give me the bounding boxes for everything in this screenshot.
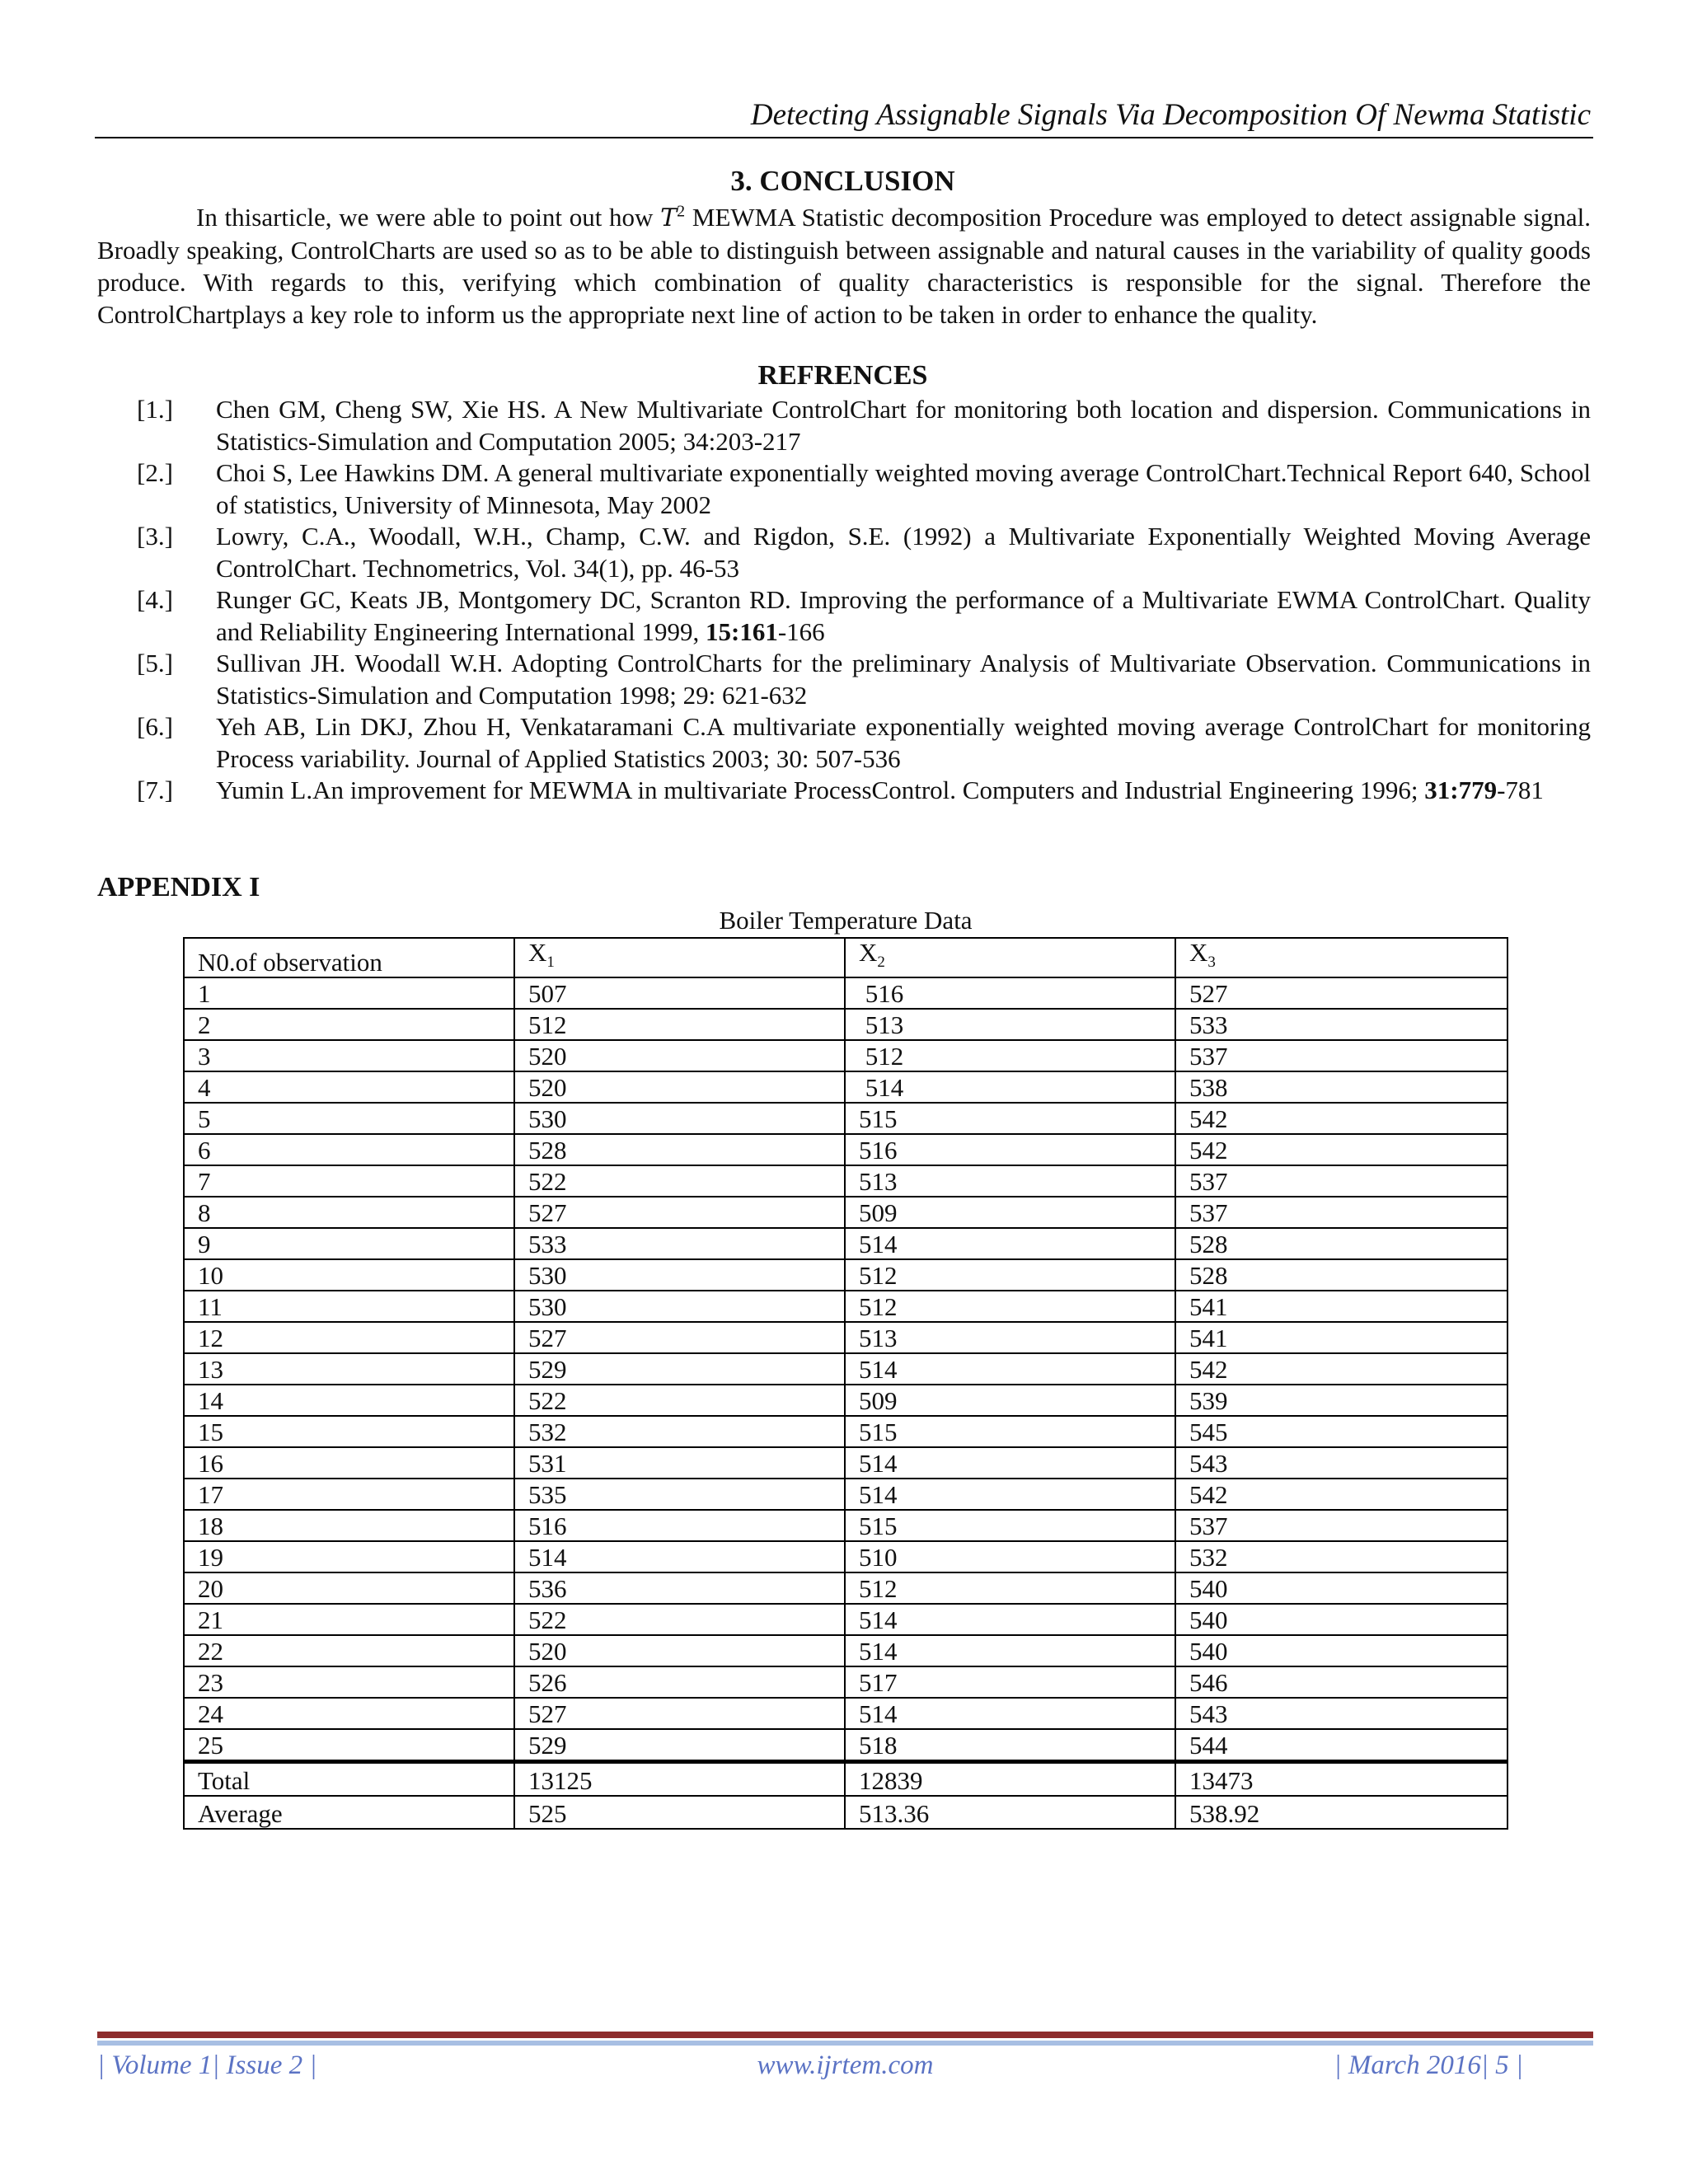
table-cell: 513 bbox=[845, 1165, 1175, 1197]
table-cell: 513 bbox=[845, 1322, 1175, 1353]
table-cell: 17 bbox=[184, 1479, 514, 1510]
table-cell: 545 bbox=[1175, 1416, 1507, 1447]
table-cell: 536 bbox=[514, 1572, 845, 1604]
table-cell: 530 bbox=[514, 1291, 845, 1322]
table-cell: 18 bbox=[184, 1510, 514, 1541]
table-cell: 21 bbox=[184, 1604, 514, 1635]
table-cell: 539 bbox=[1175, 1385, 1507, 1416]
table-cell: 541 bbox=[1175, 1291, 1507, 1322]
footer-rule-red bbox=[97, 2032, 1593, 2038]
table-row bbox=[184, 1698, 1507, 1729]
table-cell: Average bbox=[184, 1796, 514, 1829]
table-header-row bbox=[184, 938, 1507, 977]
column-header-label: X bbox=[1189, 938, 1208, 967]
table-cell: 22 bbox=[184, 1635, 514, 1666]
table-cell: 538 bbox=[1175, 1071, 1507, 1103]
reference-text-part: Yumin L.An improvement for MEWMA in multivariate ProcessControl. Computers and Industrial Engineering 1996; bbox=[216, 776, 1425, 804]
reference-number: [3.] bbox=[137, 522, 173, 551]
reference-text: Sullivan JH. Woodall W.H. Adopting ControlCharts for the preliminary Analysis of Multivariate Observation. Communications in Statistics-Simulation and Computation 1998; 29: 621-632 bbox=[216, 649, 1591, 710]
table-cell: 15 bbox=[184, 1416, 514, 1447]
table-row bbox=[184, 1165, 1507, 1197]
table-cell: 546 bbox=[1175, 1666, 1507, 1698]
table-cell: 522 bbox=[514, 1165, 845, 1197]
table-row bbox=[184, 1197, 1507, 1228]
table-row bbox=[184, 1447, 1507, 1479]
reference-text: Chen GM, Cheng SW, Xie HS. A New Multivariate ControlChart for monitoring both location and dispersion. Communications in Statistics-Simulation and Computation 2005; 34:203-217 bbox=[216, 395, 1591, 456]
table-cell: 527 bbox=[514, 1698, 845, 1729]
table-cell: 528 bbox=[1175, 1259, 1507, 1291]
table-cell: 1 bbox=[184, 977, 514, 1009]
reference-volume-bold: 31:779 bbox=[1424, 776, 1498, 804]
reference-text bbox=[216, 775, 1591, 807]
table-cell: 516 bbox=[514, 1510, 845, 1541]
table-cell: 513 bbox=[845, 1009, 1175, 1040]
table-cell: 542 bbox=[1175, 1479, 1507, 1510]
table-cell: 520 bbox=[514, 1040, 845, 1071]
reference-text-part: Runger GC, Keats JB, Montgomery DC, Scranton RD. Improving the performance of a Multivariate EWMA ControlChart. Quality and Reliability Engineering International 1999, bbox=[216, 585, 1591, 646]
table-row bbox=[184, 1353, 1507, 1385]
appendix-heading: APPENDIX I bbox=[97, 872, 260, 902]
reference-text: Lowry, C.A., Woodall, W.H., Champ, C.W. and Rigdon, S.E. (1992) a Multivariate Exponentially Weighted Moving Average ControlChart. Technometrics, Vol. 34(1), pp. 46-53 bbox=[216, 522, 1591, 583]
table-cell: 2 bbox=[184, 1009, 514, 1040]
table-cell: 527 bbox=[514, 1197, 845, 1228]
table-row bbox=[184, 1510, 1507, 1541]
table-cell: 13125 bbox=[514, 1762, 845, 1797]
table-cell: 10 bbox=[184, 1259, 514, 1291]
reference-number: [7.] bbox=[137, 776, 173, 804]
table-cell: 515 bbox=[845, 1510, 1175, 1541]
table-cell: 24 bbox=[184, 1698, 514, 1729]
table-cell: 520 bbox=[514, 1635, 845, 1666]
table-cell: 517 bbox=[845, 1666, 1175, 1698]
table-cell: 515 bbox=[845, 1416, 1175, 1447]
table-cell: 512 bbox=[845, 1040, 1175, 1071]
table-cell: 516 bbox=[845, 977, 1175, 1009]
reference-item bbox=[0, 584, 1688, 648]
table-cell: Total bbox=[184, 1762, 514, 1797]
table-cell: 515 bbox=[845, 1103, 1175, 1134]
table-cell: 514 bbox=[845, 1635, 1175, 1666]
table-cell: 544 bbox=[1175, 1729, 1507, 1762]
table-cell: 509 bbox=[845, 1385, 1175, 1416]
reference-text: Yeh AB, Lin DKJ, Zhou H, Venkataramani C.A multivariate exponentially weighted moving average ControlChart for monitoring Process variability. Journal of Applied Statistics 2003; 30: 507-536 bbox=[216, 712, 1591, 773]
reference-item bbox=[0, 457, 1688, 521]
running-title: Detecting Assignable Signals Via Decomposition Of Newma Statistic bbox=[750, 98, 1591, 132]
table-row bbox=[184, 1259, 1507, 1291]
reference-number: [6.] bbox=[137, 712, 173, 741]
table-cell: 537 bbox=[1175, 1197, 1507, 1228]
table-cell: 7 bbox=[184, 1165, 514, 1197]
table-row bbox=[184, 1040, 1507, 1071]
table-cell: 510 bbox=[845, 1541, 1175, 1572]
column-header bbox=[845, 938, 1175, 977]
table-cell: 514 bbox=[845, 1071, 1175, 1103]
table-cell: 532 bbox=[1175, 1541, 1507, 1572]
table-row bbox=[184, 1228, 1507, 1259]
references-list bbox=[0, 394, 1688, 807]
table-cell: 514 bbox=[845, 1479, 1175, 1510]
table-cell: 512 bbox=[845, 1572, 1175, 1604]
table-cell: 516 bbox=[845, 1134, 1175, 1165]
column-header-label: X bbox=[528, 938, 547, 967]
reference-text bbox=[216, 584, 1591, 648]
table-cell: 509 bbox=[845, 1197, 1175, 1228]
table-cell: 11 bbox=[184, 1291, 514, 1322]
math-superscript: 2 bbox=[677, 202, 686, 221]
table-cell: 20 bbox=[184, 1572, 514, 1604]
table-row bbox=[184, 1541, 1507, 1572]
table-cell: 13473 bbox=[1175, 1762, 1507, 1797]
section-heading-conclusion: 3. CONCLUSION bbox=[730, 165, 955, 197]
table-cell: 9 bbox=[184, 1228, 514, 1259]
conclusion-text-start: In thisarticle, we were able to point out how bbox=[196, 203, 661, 232]
conclusion-text-rest: MEWMA Statistic decomposition Procedure was employed to detect assignable signal. Broadly speaking, ControlCharts are used so as to be able to distinguish between assignable and natural causes in the variability of quality goods produce. With regards to this, verifying which combination of quality characteristics is responsible for the signal. Therefore the ControlChartplays a key role to inform us the appropriate next line of action to be taken in order to enhance the quality. bbox=[97, 203, 1591, 329]
footer-date-page: | March 2016| 5 | bbox=[1334, 2050, 1523, 2080]
reference-number: [1.] bbox=[137, 395, 173, 424]
table-cell: 537 bbox=[1175, 1510, 1507, 1541]
table-cell: 522 bbox=[514, 1604, 845, 1635]
column-header-subscript: 1 bbox=[546, 954, 555, 972]
table-cell: 4 bbox=[184, 1071, 514, 1103]
table-cell: 533 bbox=[514, 1228, 845, 1259]
table-cell: 8 bbox=[184, 1197, 514, 1228]
table-cell: 514 bbox=[845, 1228, 1175, 1259]
table-cell: 531 bbox=[514, 1447, 845, 1479]
table-cell: 542 bbox=[1175, 1353, 1507, 1385]
table-cell: 530 bbox=[514, 1103, 845, 1134]
table-cell: 513.36 bbox=[845, 1796, 1175, 1829]
table-cell: 514 bbox=[845, 1353, 1175, 1385]
reference-item bbox=[0, 775, 1688, 807]
table-cell: 533 bbox=[1175, 1009, 1507, 1040]
table-cell: 514 bbox=[845, 1698, 1175, 1729]
table-cell: 512 bbox=[845, 1259, 1175, 1291]
table-row bbox=[184, 1416, 1507, 1447]
column-header bbox=[1175, 938, 1507, 977]
footer-rule-blue bbox=[97, 2041, 1593, 2046]
table-cell: 527 bbox=[1175, 977, 1507, 1009]
table-cell: 540 bbox=[1175, 1635, 1507, 1666]
table-cell: 14 bbox=[184, 1385, 514, 1416]
table-cell: 542 bbox=[1175, 1103, 1507, 1134]
reference-text-part: -166 bbox=[777, 616, 825, 646]
table-cell: 23 bbox=[184, 1666, 514, 1698]
table-cell: 520 bbox=[514, 1071, 845, 1103]
boiler-temperature-table bbox=[183, 937, 1508, 1830]
table-cell: 529 bbox=[514, 1353, 845, 1385]
references-heading: REFRENCES bbox=[757, 360, 928, 391]
average-row bbox=[184, 1796, 1507, 1829]
footer-website: www.ijrtem.com bbox=[757, 2050, 934, 2080]
reference-item bbox=[0, 711, 1688, 775]
reference-item bbox=[0, 394, 1688, 457]
table-cell: 527 bbox=[514, 1322, 845, 1353]
table-cell: 507 bbox=[514, 977, 845, 1009]
table-cell: 530 bbox=[514, 1259, 845, 1291]
table-cell: 541 bbox=[1175, 1322, 1507, 1353]
table-row bbox=[184, 1604, 1507, 1635]
table-row bbox=[184, 1134, 1507, 1165]
column-header bbox=[184, 938, 514, 977]
reference-text: Choi S, Lee Hawkins DM. A general multivariate exponentially weighted moving average ControlChart.Technical Report 640, School of statistics, University of Minnesota, May 2002 bbox=[216, 458, 1591, 519]
table-row bbox=[184, 1666, 1507, 1698]
table-cell: 514 bbox=[514, 1541, 845, 1572]
reference-text-part: -781 bbox=[1497, 776, 1544, 804]
reference-volume-bold: 15:161 bbox=[706, 616, 778, 646]
table-row bbox=[184, 1385, 1507, 1416]
table-cell: 19 bbox=[184, 1541, 514, 1572]
table-cell: 514 bbox=[845, 1604, 1175, 1635]
table-cell: 6 bbox=[184, 1134, 514, 1165]
table-row bbox=[184, 1479, 1507, 1510]
column-header-label: X bbox=[859, 938, 878, 967]
table-cell: 12 bbox=[184, 1322, 514, 1353]
table-cell: 13 bbox=[184, 1353, 514, 1385]
table-cell: 522 bbox=[514, 1385, 845, 1416]
table-cell: 5 bbox=[184, 1103, 514, 1134]
table-row bbox=[184, 1071, 1507, 1103]
table-cell: 543 bbox=[1175, 1447, 1507, 1479]
table-row bbox=[184, 977, 1507, 1009]
column-header-subscript: 2 bbox=[877, 954, 885, 972]
math-symbol: T bbox=[660, 204, 678, 232]
column-header-label: N0.of observation bbox=[198, 948, 382, 977]
table-cell: 528 bbox=[514, 1134, 845, 1165]
table-cell: 525 bbox=[514, 1796, 845, 1829]
table-cell: 512 bbox=[845, 1291, 1175, 1322]
table-row bbox=[184, 1572, 1507, 1604]
table-cell: 543 bbox=[1175, 1698, 1507, 1729]
table-cell: 528 bbox=[1175, 1228, 1507, 1259]
column-header-subscript: 3 bbox=[1207, 954, 1216, 972]
reference-number: [2.] bbox=[137, 458, 173, 487]
table-row bbox=[184, 1291, 1507, 1322]
table-cell: 3 bbox=[184, 1040, 514, 1071]
conclusion-paragraph bbox=[97, 201, 1591, 330]
table-cell: 25 bbox=[184, 1729, 514, 1762]
table-cell: 538.92 bbox=[1175, 1796, 1507, 1829]
table-cell: 542 bbox=[1175, 1134, 1507, 1165]
table-row bbox=[184, 1009, 1507, 1040]
table-cell: 16 bbox=[184, 1447, 514, 1479]
table-cell: 537 bbox=[1175, 1165, 1507, 1197]
column-header bbox=[514, 938, 845, 977]
table-row bbox=[184, 1635, 1507, 1666]
reference-item bbox=[0, 648, 1688, 711]
table-row bbox=[184, 1103, 1507, 1134]
table-cell: 514 bbox=[845, 1447, 1175, 1479]
table-cell: 535 bbox=[514, 1479, 845, 1510]
table-row bbox=[184, 1322, 1507, 1353]
table-cell: 540 bbox=[1175, 1572, 1507, 1604]
reference-number: [5.] bbox=[137, 649, 173, 677]
table-cell: 12839 bbox=[845, 1762, 1175, 1797]
reference-number: [4.] bbox=[137, 585, 173, 614]
table-cell: 532 bbox=[514, 1416, 845, 1447]
table-cell: 540 bbox=[1175, 1604, 1507, 1635]
footer-volume-issue: | Volume 1| Issue 2 | bbox=[97, 2050, 317, 2080]
table-caption: Boiler Temperature Data bbox=[719, 906, 973, 935]
table-cell: 512 bbox=[514, 1009, 845, 1040]
table-cell: 537 bbox=[1175, 1040, 1507, 1071]
total-row bbox=[184, 1762, 1507, 1797]
header-rule bbox=[95, 137, 1593, 138]
table-cell: 518 bbox=[845, 1729, 1175, 1762]
reference-item bbox=[0, 521, 1688, 584]
table-cell: 526 bbox=[514, 1666, 845, 1698]
table-row bbox=[184, 1729, 1507, 1762]
table-cell: 529 bbox=[514, 1729, 845, 1762]
